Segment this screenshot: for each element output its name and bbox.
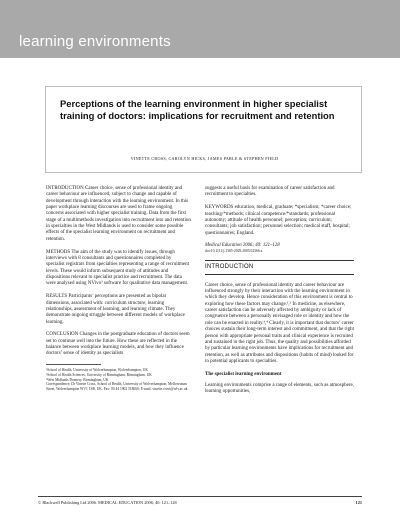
right-column: [205, 186, 354, 402]
article-title-box: [45, 86, 362, 173]
section-banner-title: learning environments: [19, 33, 171, 50]
section-banner: [0, 0, 400, 58]
introduction-rule-bottom: [205, 274, 354, 275]
footer-copyright: © Blackwell Publishing Ltd 2006. MEDICAL EDUCATION 2006; 40: 121–128: [38, 500, 177, 505]
introduction-rule-top: [205, 260, 354, 261]
correspondence: Correspondence: Dr Vinette Cross, School of Health, University of Wolverhampton, Mellowsman Street, Wolverhampton WV1 1SB, UK. Fax: 00 44 1902 518660; E-mail: vinette.cross@wlv.ac.uk: [46, 382, 188, 392]
footnote-divider: [46, 364, 101, 365]
abstract-conclusion: CONCLUSION Changes in the postgraduate education of doctors seem set to continue well into the future. How these are reflected in the balance between workplace learning models, and how they influence doctors’ sense of identity as specialists: [46, 332, 190, 357]
abstract-introduction: INTRODUCTION Career choice, sense of professional identity and career behaviour are influenced, subject to change and capable of development through interaction with the learning environment. In this paper workplace learning discourses are used to frame ongoing concerns associated with higher specialist training. Data from the first stage of a multimethods investigation into recruitment into and retention in specialties in the West Midlands is used to consider some possible effects of the specialist learning environment on recruitment and retention.: [46, 186, 191, 242]
affiliation-1: ¹School of Health, University of Wolverhampton, Wolverhampton, UK: [46, 368, 148, 373]
specialist-environment-heading: The specialist learning environment: [205, 371, 282, 377]
journal-reference: Medical Education 2006; 40: 121–128: [205, 243, 280, 249]
article-title: Perceptions of the learning environment in higher specialist training of doctors: implications for recruitment and retention: [60, 98, 335, 122]
abstract-conclusion-continued: suggests a useful basis for examination of career satisfaction and recruitment to specialties.: [205, 186, 335, 198]
doi: doi:10.1111/j.1365-2929.2005.02366.x: [205, 249, 263, 254]
affiliation-2: ²School of Health Sciences, University of Birmingham, Birmingham, UK: [46, 372, 152, 377]
abstract-keywords: KEYWORDS education, medical, graduate; *specialism; *career choice; teaching/*methods; clinical competence/*standards; professional autonomy; attitude of health personnel; perception; curriculum; consultants; job satisfaction; personnel selection; medical staff, hospital; questionnaires; England.: [205, 205, 352, 236]
page-number: 121: [355, 500, 362, 505]
introduction-paragraph: Career choice, sense of professional identity and career behaviour are influenced strongly by their interaction with the learning environment in which they develop. Hence consideration of this environment is central to exploring how these factors may change.¹,² In medicine, as elsewhere, career satisfaction can be adversely affected by ambiguity or lack of congruence between a personally envisaged role or identity and how the role can be enacted in reality.³,⁴ Clearly, it is important that doctors’ career choices sustain their long-term interest and commitment, and that the right person with appropriate personal traits and clinical experience is recruited and sustained in the right job. Thus, the quality and possibilities afforded by particular learning environments have implications for recruitment and retention, as well as attributes and dispositions (habits of mind) looked for in potential applicants to specialties.: [205, 282, 354, 364]
abstract-column: [46, 186, 191, 392]
affiliation-3: ³West Midlands Deanery, Birmingham, UK: [46, 377, 109, 382]
introduction-heading: INTRODUCTION: [205, 264, 254, 271]
specialist-environment-paragraph: Learning environments comprise a range of elements, such as atmosphere, learning opportunities,: [205, 383, 354, 395]
page-footer: [38, 496, 362, 505]
abstract-results: RESULTS Participants’ perceptions are presented as bipolar dimensions, associated with: curriculum structure, learning relationships, assessment of learning, and learning climate. They demonstrate ongoing struggle between different models of workplace learning.: [46, 294, 185, 325]
abstract-methods: METHODS The aim of the study was to identify issues, through interviews with 8 consultants and questionnaires completed by specialist registrars from specialties representing a range of recruitment levels. These would inform subsequent study of attitudes and dispositions relevant to specialist practice and recruitment. The data were analysed using NVivo² software for qualitative data management.: [46, 249, 189, 287]
article-authors: VINETTE CROSS, CAROLYN HICKS, JAMES PARLE & STEPHEN FIELD: [130, 156, 279, 161]
